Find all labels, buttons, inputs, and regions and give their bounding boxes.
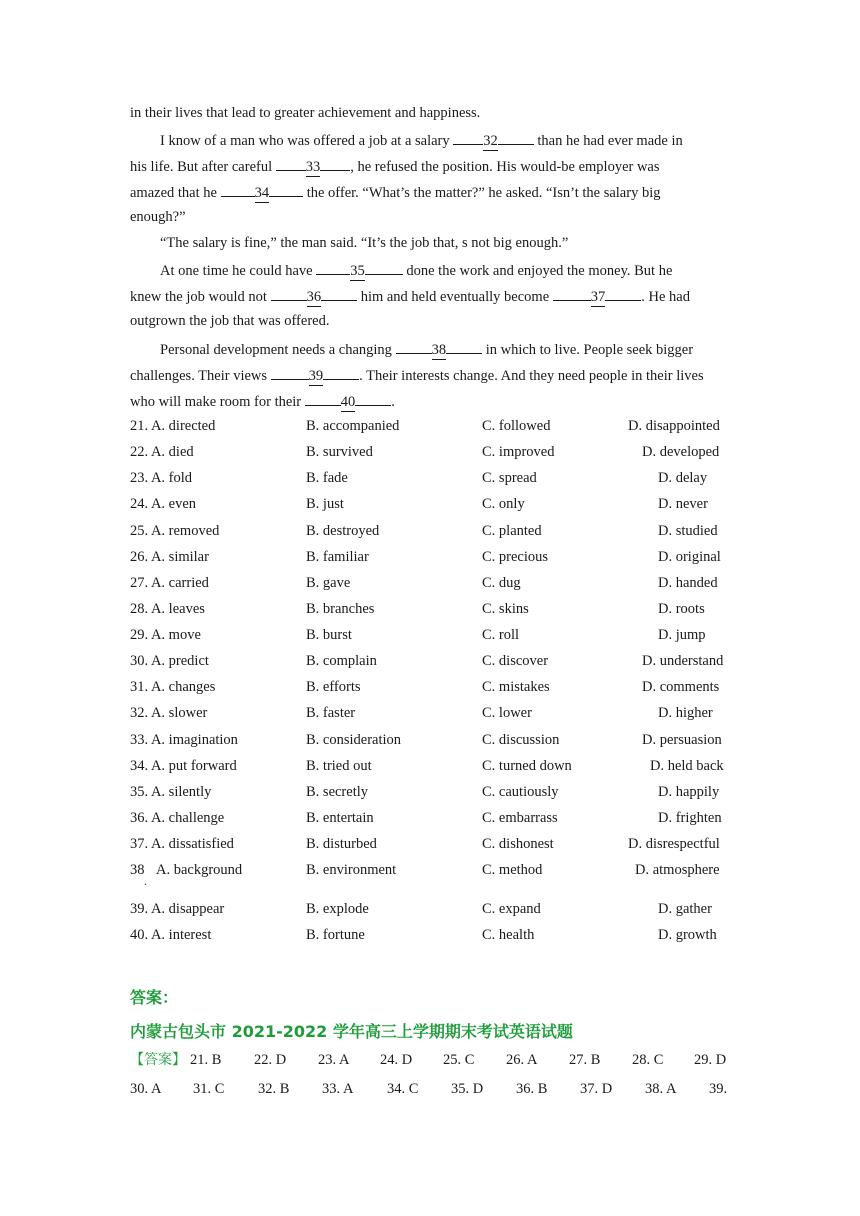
answer-22: 22. D	[254, 1052, 287, 1068]
option-35-b: B. secretly	[306, 784, 369, 800]
answers-source-title: 内蒙古包头市 2021-2022 学年高三上学期期末考试英语试题	[130, 1022, 573, 1041]
option-22-c: C. improved	[482, 444, 555, 460]
option-24-c: C. only	[482, 496, 525, 512]
option-29-c: C. roll	[482, 627, 520, 643]
answer-28: 28. C	[632, 1052, 664, 1068]
option-37-d: D. disrespectful	[628, 836, 720, 852]
option-38-d: D. atmosphere	[635, 862, 720, 878]
option-31-b: B. efforts	[306, 679, 361, 695]
option-21-d: D. disappointed	[628, 418, 720, 434]
option-28-c: C. skins	[482, 601, 529, 617]
blank-39: 39	[271, 365, 360, 386]
option-26-d: D. original	[658, 549, 721, 565]
option-34-d: D. held back	[650, 758, 724, 774]
answer-35: 35. D	[451, 1081, 484, 1097]
option-27-b: B. gave	[306, 575, 351, 591]
option-36-c: C. embarrass	[482, 810, 558, 826]
answers-row-1	[130, 1051, 186, 1069]
answer-26: 26. A	[506, 1052, 538, 1068]
passage-line-3: his life. But after careful 33 , he refused the position. His would-be employer was	[130, 156, 660, 177]
option-32-b: B. faster	[306, 705, 356, 721]
answer-29: 29. D	[694, 1052, 727, 1068]
answer-36: 36. B	[516, 1081, 548, 1097]
option-29-d: D. jump	[658, 627, 706, 643]
option-26-b: B. familiar	[306, 549, 369, 565]
passage-line-11: challenges. Their views 39 . Their interests change. And they need people in their lives	[130, 365, 704, 386]
answer-27: 27. B	[569, 1052, 601, 1068]
option-32-d: D. higher	[658, 705, 713, 721]
answer-25: 25. C	[443, 1052, 475, 1068]
option-40-b: B. fortune	[306, 927, 365, 943]
option-35-a: 35. A. silently	[130, 784, 212, 800]
answer-tag: 【答案】	[130, 1052, 186, 1068]
option-27-d: D. handed	[658, 575, 718, 591]
passage-line-4: amazed that he 34 the offer. “What’s the matter?” he asked. “Isn’t the salary big	[130, 182, 660, 203]
passage-line-10: Personal development needs a changing 38 in which to live. People seek bigger	[160, 339, 693, 360]
option-37-b: B. disturbed	[306, 836, 377, 852]
option-22-d: D. developed	[642, 444, 720, 460]
option-27-a: 27. A. carried	[130, 575, 209, 591]
option-24-a: 24. A. even	[130, 496, 197, 512]
passage-line-1: in their lives that lead to greater achievement and happiness.	[130, 105, 481, 121]
answer-23: 23. A	[318, 1052, 350, 1068]
option-37-a: 37. A. dissatisfied	[130, 836, 234, 852]
option-21-c: C. followed	[482, 418, 551, 434]
passage-line-9: outgrown the job that was offered.	[130, 313, 330, 329]
option-28-d: D. roots	[658, 601, 705, 617]
option-33-d: D. persuasion	[642, 732, 722, 748]
option-22-a: 22. A. died	[130, 444, 194, 460]
answer-34: 34. C	[387, 1081, 419, 1097]
option-29-a: 29. A. move	[130, 627, 201, 643]
option-39-b: B. explode	[306, 901, 369, 917]
option-39-a: 39. A. disappear	[130, 901, 225, 917]
answer-30: 30. A	[130, 1081, 162, 1097]
option-24-d: D. never	[658, 496, 708, 512]
option-36-d: D. frighten	[658, 810, 722, 826]
answer-33: 33. A	[322, 1081, 354, 1097]
option-31-c: C. mistakes	[482, 679, 550, 695]
option-30-c: C. discover	[482, 653, 549, 669]
option-40-a: 40. A. interest	[130, 927, 212, 943]
blank-37: 37	[553, 286, 642, 307]
blank-32: 32	[453, 130, 534, 151]
passage-line-12: who will make room for their 40 .	[130, 391, 395, 412]
blank-34: 34	[221, 182, 304, 203]
option-38-number: 38	[130, 862, 145, 878]
option-38-dot: .	[144, 874, 147, 888]
option-29-b: B. burst	[306, 627, 352, 643]
option-23-b: B. fade	[306, 470, 348, 486]
option-35-c: C. cautiously	[482, 784, 559, 800]
option-37-c: C. dishonest	[482, 836, 554, 852]
option-40-c: C. health	[482, 927, 535, 943]
answers-heading: 答案：	[130, 988, 179, 1007]
answer-37: 37. D	[580, 1081, 613, 1097]
option-36-a: 36. A. challenge	[130, 810, 225, 826]
answer-31: 31. C	[193, 1081, 225, 1097]
blank-40: 40	[305, 391, 392, 412]
option-31-d: D. comments	[642, 679, 720, 695]
option-33-b: B. consideration	[306, 732, 402, 748]
option-39-d: D. gather	[658, 901, 712, 917]
option-31-a: 31. A. changes	[130, 679, 216, 695]
option-24-b: B. just	[306, 496, 344, 512]
blank-33: 33	[276, 156, 351, 177]
option-28-b: B. branches	[306, 601, 375, 617]
option-25-b: B. destroyed	[306, 523, 380, 539]
passage-line-5: enough?”	[130, 209, 186, 225]
blank-36: 36	[271, 286, 358, 307]
answer-38: 38. A	[645, 1081, 677, 1097]
option-40-d: D. growth	[658, 927, 717, 943]
option-25-a: 25. A. removed	[130, 523, 220, 539]
option-26-a: 26. A. similar	[130, 549, 209, 565]
blank-38: 38	[396, 339, 483, 360]
passage-line-6: “The salary is fine,” the man said. “It’s the job that, s not big enough.”	[160, 235, 569, 251]
option-35-d: D. happily	[658, 784, 720, 800]
option-23-d: D. delay	[658, 470, 708, 486]
option-38-b: B. environment	[306, 862, 397, 878]
answer-21: 21. B	[190, 1052, 222, 1068]
option-33-c: C. discussion	[482, 732, 560, 748]
option-33-a: 33. A. imagination	[130, 732, 238, 748]
option-34-a: 34. A. put forward	[130, 758, 237, 774]
option-25-c: C. planted	[482, 523, 542, 539]
passage-line-2: I know of a man who was offered a job at a salary 32 than he had ever made in	[160, 130, 683, 151]
option-38-a: A. background	[156, 862, 243, 878]
answer-32: 32. B	[258, 1081, 290, 1097]
answer-24: 24. D	[380, 1052, 413, 1068]
option-34-b: B. tried out	[306, 758, 372, 774]
option-39-c: C. expand	[482, 901, 541, 917]
option-21-b: B. accompanied	[306, 418, 400, 434]
option-30-d: D. understand	[642, 653, 724, 669]
option-28-a: 28. A. leaves	[130, 601, 205, 617]
option-32-a: 32. A. slower	[130, 705, 208, 721]
passage-line-7: At one time he could have 35 done the work and enjoyed the money. But he	[160, 260, 672, 281]
option-36-b: B. entertain	[306, 810, 374, 826]
option-23-a: 23. A. fold	[130, 470, 193, 486]
passage-line-8: knew the job would not 36 him and held eventually become 37 . He had	[130, 286, 690, 307]
option-34-c: C. turned down	[482, 758, 572, 774]
option-23-c: C. spread	[482, 470, 537, 486]
option-21-a: 21. A. directed	[130, 418, 216, 434]
answer-39: 39.	[709, 1081, 728, 1097]
option-26-c: C. precious	[482, 549, 549, 565]
option-30-b: B. complain	[306, 653, 377, 669]
blank-35: 35	[316, 260, 403, 281]
option-25-d: D. studied	[658, 523, 718, 539]
option-32-c: C. lower	[482, 705, 532, 721]
option-27-c: C. dug	[482, 575, 521, 591]
option-30-a: 30. A. predict	[130, 653, 209, 669]
option-22-b: B. survived	[306, 444, 373, 460]
option-38-c: C. method	[482, 862, 543, 878]
